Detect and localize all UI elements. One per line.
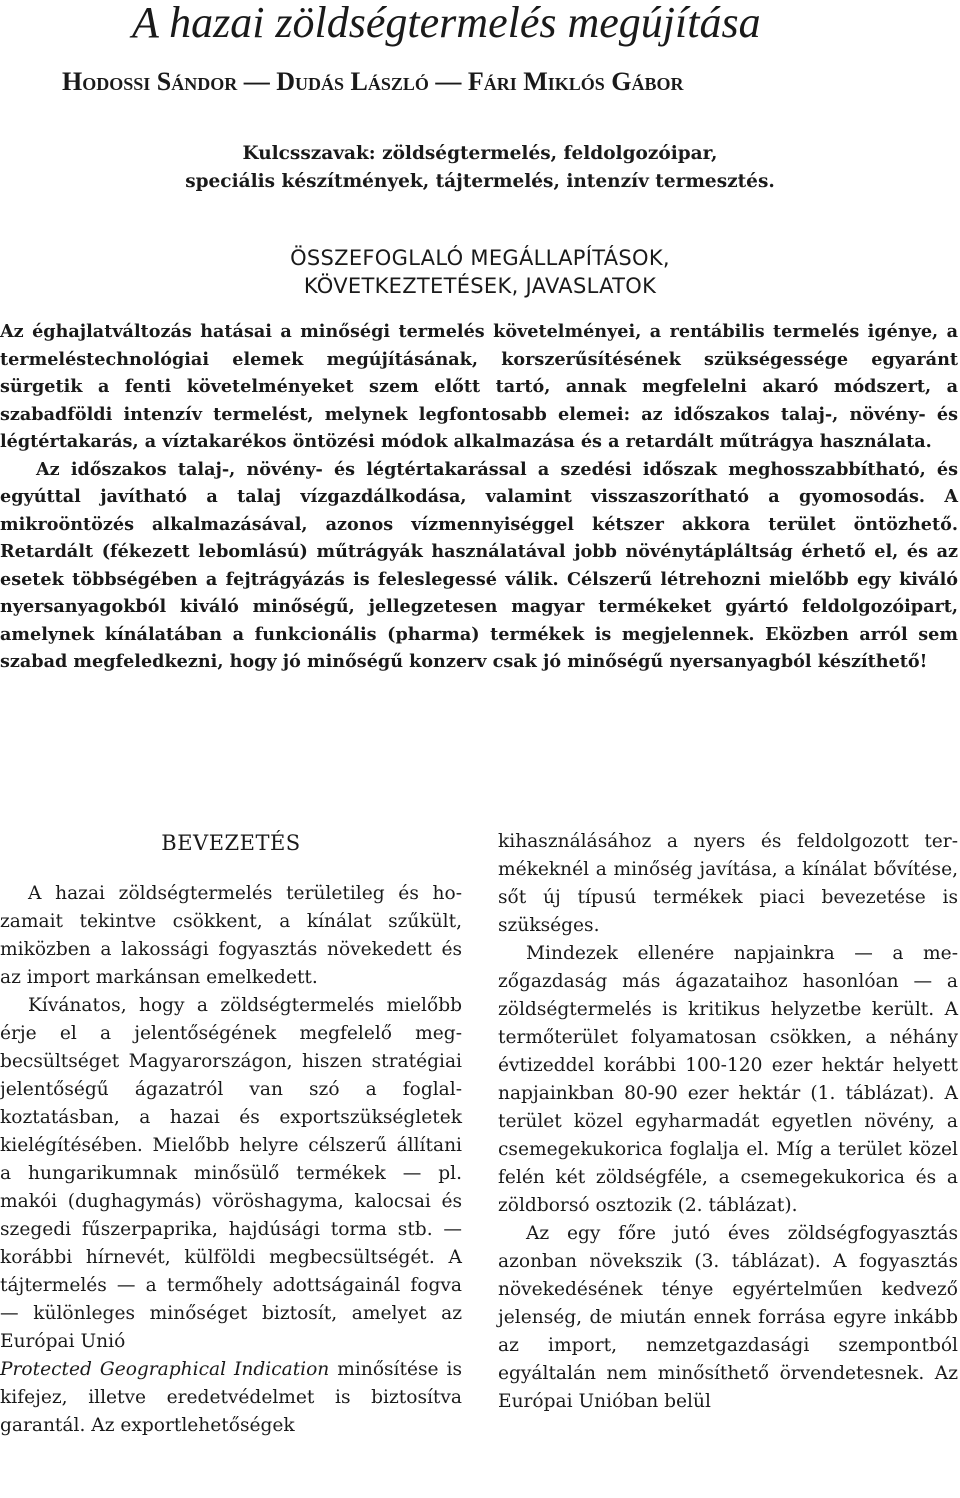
article-authors: Hodossi Sándor — Dudás László — Fári Miklós Gábor xyxy=(62,67,684,96)
summary-heading-line-1: ÖSSZEFOGLALÓ MEGÁLLAPÍTÁSOK, xyxy=(290,246,670,270)
summary-paragraph-1: Az éghajlatváltozás hatásai a minőségi termelés követelményei, a rentábilis termelés igénye, a termeléstechnológiai elemek megújításának, korszerűsítésének szükségessége egyaránt sürgetik a fenti követelményeket szem előtt tartó, annak megfelelni akaró módszert, a szabadföldi intenzív termelést, melynek legfontosabb elemei: az időszakos talaj-, növény- és légtértakarás, a víztakarékos öntözési módok alkalmazása és a retardált műtrágya használata. xyxy=(0,321,958,452)
keywords-block xyxy=(100,140,860,196)
intro-right-paragraph-1: kihasználásához a nyers és feldolgozott termékeknél a minőség javítása, a kínálat bővítése, sőt új típusú termékek piaci bevezetése is szükséges. xyxy=(498,831,958,936)
summary-text xyxy=(0,318,958,676)
summary-paragraph-2: Az időszakos talaj-, növény- és légtértakarással a szedési időszak meghosszabbítható, és egyúttal javítható a talaj vízgazdálkodása, valamint visszaszorítható a gyomosodás. A mikroöntözés alkalmazásával, azonos vízmennyiséggel kétszer akkora terület öntözhető. Retardált (fékezett lebomlású) műtrágyák használatával jobb növénytápláltság érhető el, és az esetek többségében a fejtrágyázás is feleslegessé válik. Célszerű létrehozni mielőbb egy kiváló nyersanyagokból kiváló minőségű, jellegzetesen magyar termékeket gyártó feldolgozóipart, amelynek kínálatában a funkcionális (pharma) termékek is megjelennek. Eközben arról sem szabad megfeledkezni, hogy jó minőségű konzerv csak jó minőségű nyersanyagból készíthető! xyxy=(0,458,958,672)
summary-heading xyxy=(100,244,860,300)
intro-right-paragraph-2: Mindezek ellenére napjainkra — a mezőgazdaság más ágazataihoz hasonlóan — a zöldségtermelés is kritikus helyzetbe került. A termőterület folyamatosan csökken, a néhány évtizeddel korábbi 100-120 ezer hektár helyett napjainkban 80-90 ezer hektár (1. táblázat). A terület közel egyharmadát egyetlen növény, a csemegekukorica foglalja el. Míg a terület közel felén két zöldségféle, a csemegekukorica és a zöldborsó osztozik (2. táblázat). xyxy=(498,943,958,1216)
keywords-line-1: Kulcsszavak: zöldségtermelés, feldolgozóipar, xyxy=(242,143,718,164)
intro-heading: BEVEZETÉS xyxy=(161,831,301,855)
intro-right-paragraph-3: Az egy főre jutó éves zöldségfogyasztás azonban növekszik (3. táblázat). A fogyasztás növekedésének ténye egyértelműen kedvező jelenség, de miután ennek forrása egyre inkább az import, nemzetgazdasági szempontból egyáltalán nem minősíthető örvendetesnek. Az Európai Unióban belül xyxy=(498,1223,958,1412)
intro-left-paragraph-2-part-a: Kívánatos, hogy a zöldségtermelés mielőbb érje el a jelentőségének megfelelő megbecsültséget Magyarországon, hiszen stratégiai jelentőségű ágazatról van szó a foglalkoztatásban, a hazai és exportszükségletek kielégítésében. Mielőbb helyre célszerű állítani a hungarikumnak minősülő termékek — pl. makói (dughagymás) vöröshagyma, kalocsai és szegedi fűszerpaprika, hajdúsági torma stb. — korábbi hírnevét, külföldi megbecsültségét. A tájtermelés — a termőhely adottságainál fogva — különleges minőséget biztosít, amelyet az Európai Unió xyxy=(0,995,462,1352)
intro-left-paragraph-2-part-b: minősítése is kifejez, illetve eredetvédelmet is biztosítva garantál. Az exportlehetőségek xyxy=(0,1359,462,1436)
left-column xyxy=(0,828,462,1440)
intro-left-paragraph-2 xyxy=(0,992,462,1440)
pgi-term: Protected Geographical Indication xyxy=(0,1359,330,1380)
keywords-line-2: speciális készítmények, tájtermelés, intenzív termesztés. xyxy=(185,171,775,192)
article-title: A hazai zöldségtermelés megújítása xyxy=(132,0,761,47)
summary-heading-line-2: KÖVETKEZTETÉSEK, JAVASLATOK xyxy=(303,274,657,298)
right-column xyxy=(498,828,958,1416)
intro-left-paragraph-1: A hazai zöldségtermelés területileg és hozamait tekintve csökkent, a kínálat szűkült, miközben a lakossági fogyasztás növekedett és az import markánsan emelkedett. xyxy=(0,883,462,988)
